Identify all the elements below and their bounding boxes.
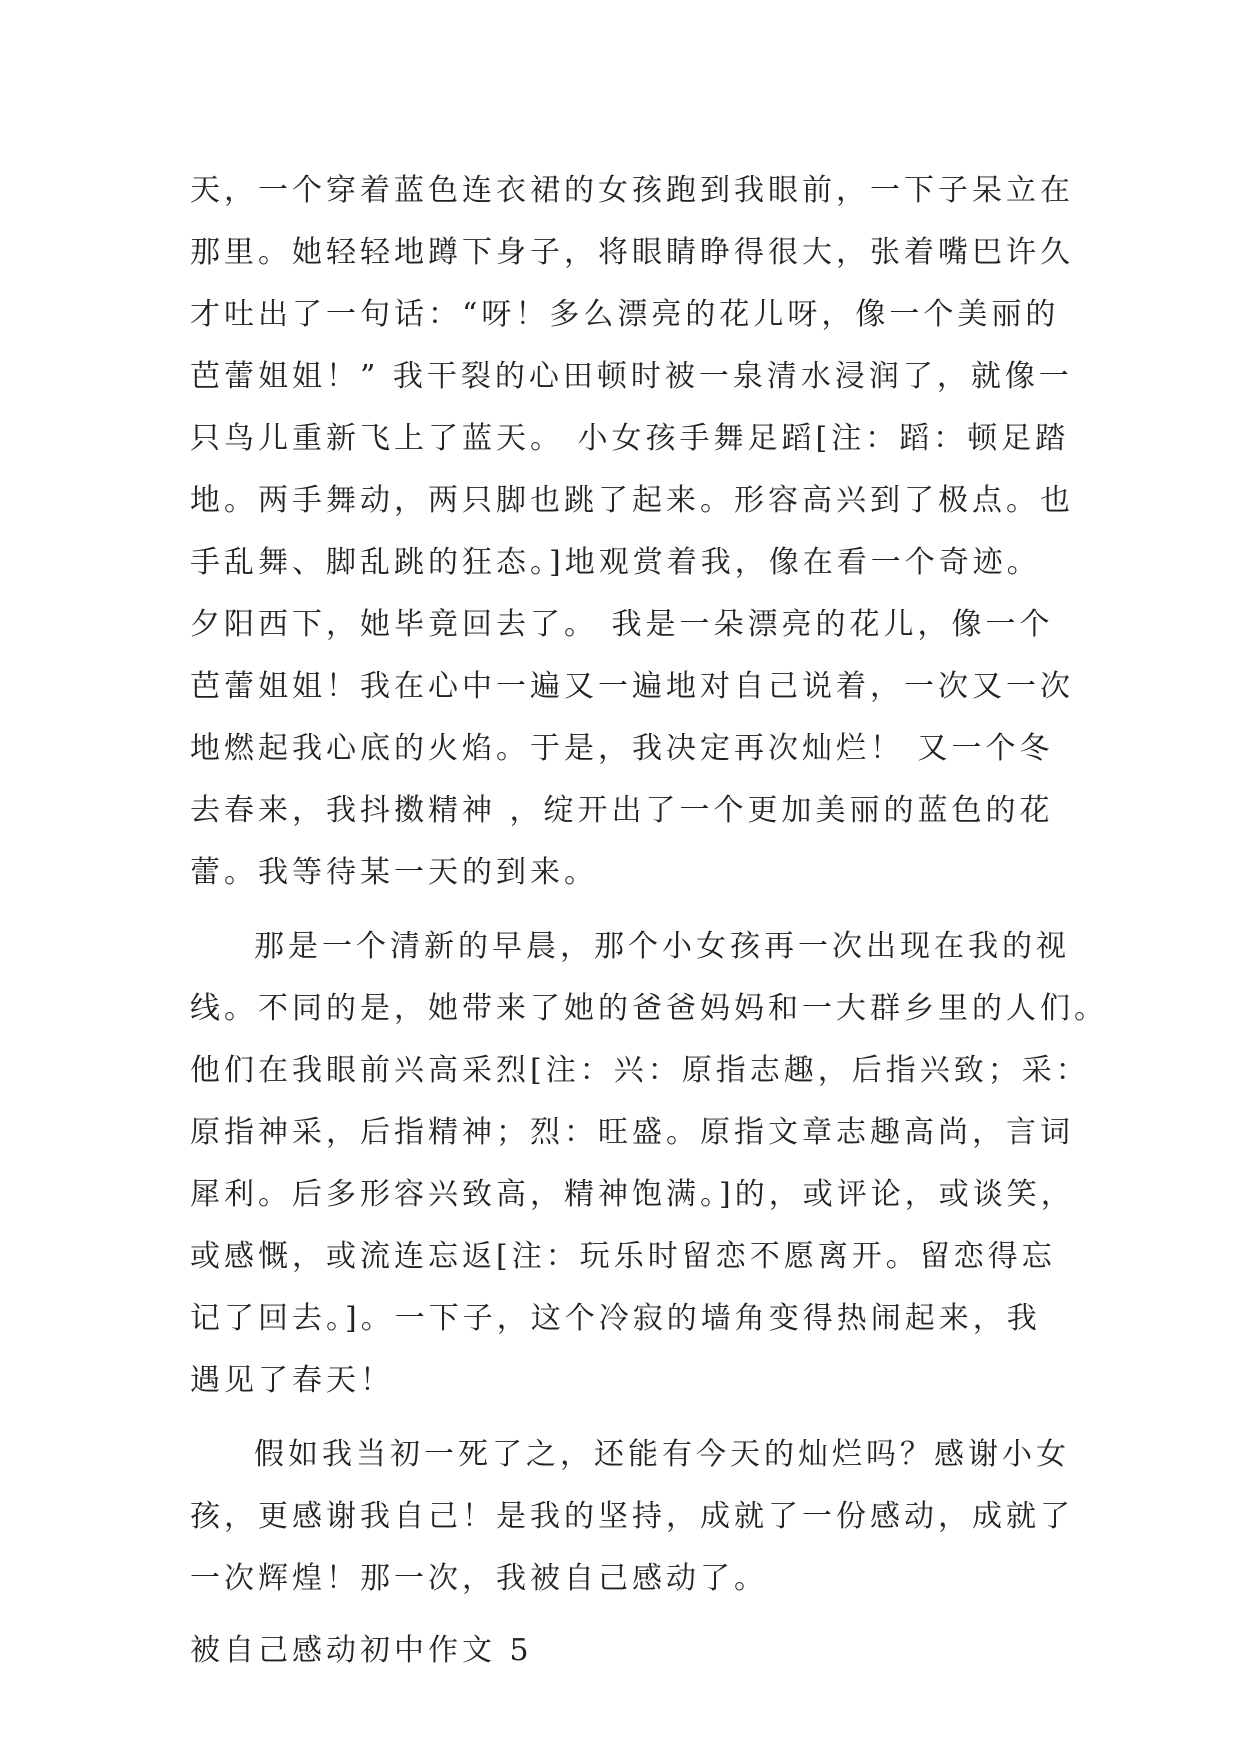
paragraph-1-line: 只鸟儿重新飞上了蓝天。 小女孩手舞足蹈[注：蹈：顿足踏: [190, 421, 1070, 456]
paragraph-2-line: 或感慨，或流连忘返[注：玩乐时留恋不愿离开。留恋得忘: [190, 1239, 1056, 1274]
paragraph-1-line: 夕阳西下，她毕竟回去了。 我是一朵漂亮的花儿，像一个: [190, 607, 1054, 642]
paragraph-2-line: 犀利。后多形容兴致高，精神饱满。]的，或评论，或谈笑，: [190, 1177, 1075, 1212]
paragraph-3: [190, 1424, 1074, 1610]
paragraph-1-line: 去春来，我抖擞精神 ，绽开出了一个更加美丽的蓝色的花: [190, 793, 1054, 828]
paragraph-2-line: 遇见了春天！: [190, 1363, 394, 1398]
paragraph-1-line: 才吐出了一句话：“呀！多么漂亮的花儿呀，像一个美丽的: [190, 297, 1060, 332]
paragraph-2-line: 记了回去。]。一下子，这个冷寂的墙角变得热闹起来，我: [190, 1301, 1041, 1336]
paragraph-2-line: 原指神采，后指精神；烈：旺盛。原指文章志趣高尚，言词: [190, 1115, 1074, 1150]
paragraph-1-line: 芭蕾姐姐！我在心中一遍又一遍地对自己说着，一次又一次: [190, 669, 1074, 704]
paragraph-3-line: 假如我当初一死了之，还能有今天的灿烂吗？感谢小女: [254, 1437, 1070, 1472]
paragraph-1-line: 那里。她轻轻地蹲下身子，将眼睛睁得很大，张着嘴巴许久: [190, 235, 1074, 270]
paragraph-2: [190, 916, 1108, 1412]
paragraph-1-line: 地。两手舞动，两只脚也跳了起来。形容高兴到了极点。也: [190, 483, 1074, 518]
paragraph-1-line: 蕾。我等待某一天的到来。: [190, 855, 598, 890]
paragraph-2-line: 他们在我眼前兴高采烈[注：兴：原指志趣，后指兴致；采：: [190, 1053, 1090, 1088]
paragraph-3-line: 一次辉煌！那一次，我被自己感动了。: [190, 1561, 768, 1596]
essay-body: [190, 160, 1108, 1682]
paragraph-1-line: 天，一个穿着蓝色连衣裙的女孩跑到我眼前，一下子呆立在: [190, 173, 1074, 208]
paragraph-1-line: 芭蕾姐姐！” 我干裂的心田顿时被一泉清水浸润了，就像一: [190, 359, 1073, 394]
paragraph-1: [190, 160, 1074, 904]
paragraph-1-line: 地燃起我心底的火焰。于是，我决定再次灿烂！ 又一个冬: [190, 731, 1054, 766]
paragraph-1-line: 手乱舞、脚乱跳的狂态。]地观赏着我，像在看一个奇迹。: [190, 545, 1041, 580]
paragraph-3-line: 孩，更感谢我自己！是我的坚持，成就了一份感动，成就了: [190, 1499, 1074, 1534]
paragraph-2-line: 那是一个清新的早晨，那个小女孩再一次出现在我的视: [254, 929, 1070, 964]
section-heading: 被自己感动初中作文 5: [190, 1633, 533, 1668]
paragraph-2-line: 线。不同的是，她带来了她的爸爸妈妈和一大群乡里的人们。: [190, 991, 1108, 1026]
